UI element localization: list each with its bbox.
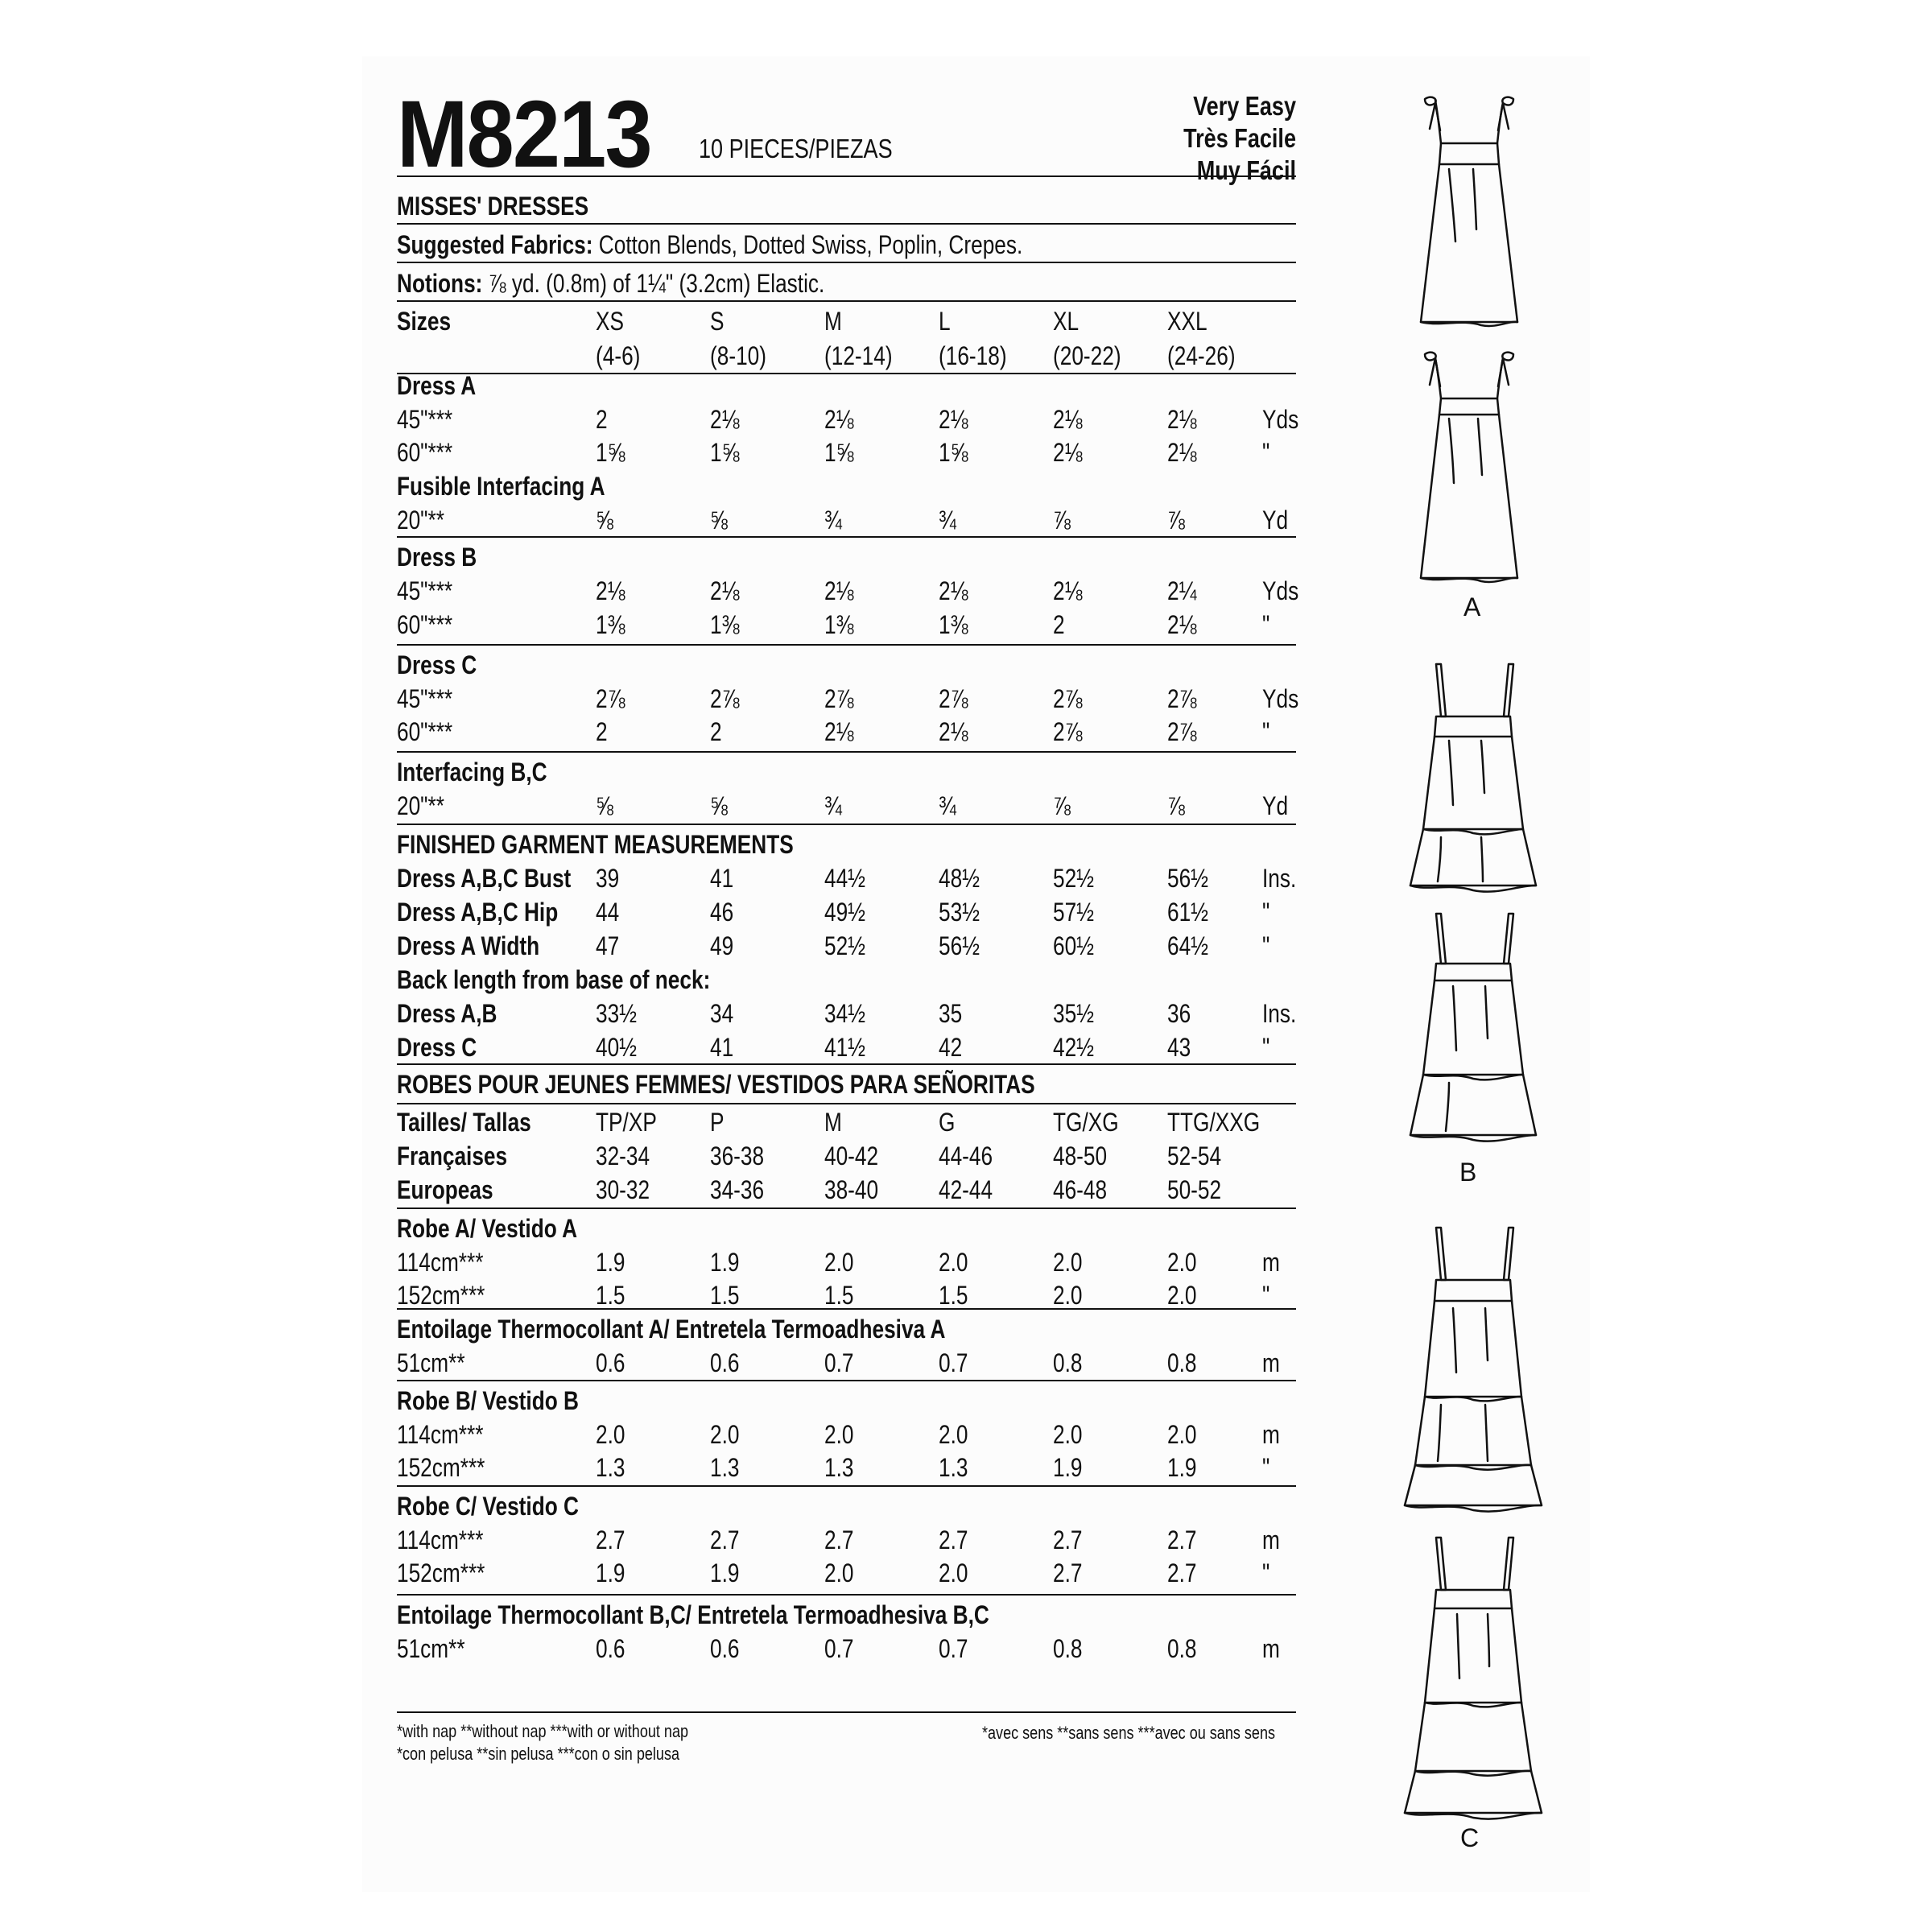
row-unit: m [1262, 1420, 1280, 1449]
cell-value: ¾ [824, 506, 842, 535]
cell-value: 2⅞ [710, 684, 740, 713]
cell-value: 1.3 [939, 1453, 968, 1482]
row-unit: Yd [1262, 506, 1289, 535]
cell-value: 2⅛ [1167, 610, 1197, 639]
row-unit: " [1262, 931, 1270, 960]
row-label: Tailles/ Tallas [397, 1108, 531, 1137]
cell-value: 0.8 [1167, 1634, 1197, 1663]
row-unit: " [1262, 1281, 1270, 1310]
row-label: Dress A,B,C Hip [397, 898, 559, 927]
cell-value: 0.6 [596, 1634, 625, 1663]
cell-value: 64½ [1167, 931, 1209, 960]
cell-value: 2.0 [1167, 1420, 1197, 1449]
row-label: 60"*** [397, 610, 453, 639]
cell-value: 2⅞ [824, 684, 854, 713]
row-label: 152cm*** [397, 1281, 485, 1310]
cell-value: 2⅛ [939, 576, 968, 605]
cell-value: 2.0 [1053, 1248, 1083, 1277]
cell-value: 1.3 [824, 1453, 854, 1482]
cell-value: 34-36 [710, 1175, 765, 1204]
footnote-es: *con pelusa **sin pelusa ***con o sin pelusa [397, 1744, 680, 1764]
row-label: 152cm*** [397, 1453, 485, 1482]
section-heading: Dress A [397, 371, 477, 400]
cell-value: 35½ [1053, 999, 1095, 1028]
row-unit: m [1262, 1248, 1280, 1277]
cell-value: 2⅞ [1167, 717, 1197, 746]
size-name: XL [1053, 307, 1080, 336]
cell-value: 1.9 [710, 1558, 740, 1587]
cell-value: TTG/XXG [1167, 1108, 1261, 1137]
cell-value: 0.8 [1053, 1634, 1083, 1663]
fabrics-label: Suggested Fabrics: [397, 230, 593, 259]
cell-value: 2⅞ [1053, 684, 1083, 713]
size-name: M [824, 307, 842, 336]
cell-value: 0.7 [824, 1634, 854, 1663]
cell-value: 42 [939, 1033, 963, 1062]
cell-value: 47 [596, 931, 620, 960]
row-unit: Ins. [1262, 999, 1297, 1028]
view-b-front-drawing [1410, 664, 1536, 892]
cell-value: 48½ [939, 864, 980, 893]
cell-value: ⅞ [1167, 506, 1185, 535]
cell-value: TP/XP [596, 1108, 657, 1137]
cell-value: 34 [710, 999, 734, 1028]
cell-value: 1.5 [710, 1281, 740, 1310]
cell-value: 1⅝ [939, 438, 968, 467]
cell-value: ⅝ [596, 791, 613, 820]
section-heading: FINISHED GARMENT MEASUREMENTS [397, 830, 794, 859]
footnote-fr: *avec sens **sans sens ***avec ou sans sens [982, 1723, 1276, 1743]
cell-value: ⅝ [710, 791, 728, 820]
difficulty-es: Muy Fácil [1196, 155, 1296, 185]
cell-value: 49 [710, 931, 734, 960]
row-label: Dress A Width [397, 931, 540, 960]
cell-value: ⅝ [710, 506, 728, 535]
cell-value: G [939, 1108, 956, 1137]
cell-value: 32-34 [596, 1141, 650, 1170]
cell-value: 1.5 [596, 1281, 625, 1310]
notions-label: Notions: [397, 269, 483, 298]
section-heading: Robe B/ Vestido B [397, 1386, 579, 1415]
cell-value: 52½ [824, 931, 866, 960]
cell-value: 33½ [596, 999, 638, 1028]
row-label: 20"** [397, 506, 444, 535]
cell-value: 2.0 [1167, 1248, 1197, 1277]
difficulty-fr: Très Facile [1183, 123, 1296, 153]
size-range: (4-6) [596, 341, 641, 370]
cell-value: 0.8 [1167, 1348, 1197, 1377]
cell-value: 48-50 [1053, 1141, 1108, 1170]
cell-value: 46 [710, 898, 734, 927]
row-label: 45"*** [397, 576, 453, 605]
cell-value: 1.5 [824, 1281, 854, 1310]
cell-value: 57½ [1053, 898, 1095, 927]
cell-value: 35 [939, 999, 963, 1028]
cell-value: ¾ [939, 791, 956, 820]
cell-value: 2.7 [1167, 1525, 1197, 1554]
cell-value: 2⅛ [1053, 438, 1083, 467]
size-range: (20-22) [1053, 341, 1121, 370]
row-label: 51cm** [397, 1348, 465, 1377]
cell-value: 60½ [1053, 931, 1095, 960]
section-heading: Interfacing B,C [397, 758, 547, 786]
cell-value: 2⅛ [596, 576, 625, 605]
cell-value: 2.0 [596, 1420, 625, 1449]
cell-value: 2 [596, 717, 608, 746]
cell-value: 2⅛ [939, 717, 968, 746]
row-unit: " [1262, 438, 1270, 467]
row-label: Dress C [397, 1033, 477, 1062]
cell-value: ⅞ [1167, 791, 1185, 820]
size-range: (8-10) [710, 341, 766, 370]
cell-value: 39 [596, 864, 620, 893]
row-unit: " [1262, 1558, 1270, 1587]
cell-value: 1.9 [1053, 1453, 1083, 1482]
view-a-front-drawing [1421, 97, 1517, 326]
sizes-label: Sizes [397, 307, 452, 336]
cell-value: 2.7 [596, 1525, 625, 1554]
cell-value: 1⅝ [596, 438, 625, 467]
view-c-back-drawing [1405, 1538, 1542, 1819]
cell-value: 2 [1053, 610, 1065, 639]
fabrics-value: Cotton Blends, Dotted Swiss, Poplin, Crepes. [598, 230, 1023, 259]
cell-value: 2.0 [939, 1558, 968, 1587]
cell-value: 30-32 [596, 1175, 650, 1204]
cell-value: 40½ [596, 1033, 638, 1062]
size-name: XS [596, 307, 625, 336]
cell-value: 1.9 [596, 1248, 625, 1277]
row-label: 45"*** [397, 684, 453, 713]
section-heading: ROBES POUR JEUNES FEMMES/ VESTIDOS PARA SEÑORITAS [397, 1070, 1035, 1099]
cell-value: TG/XG [1053, 1108, 1119, 1137]
cell-value: 2⅞ [939, 684, 968, 713]
size-range: (12-14) [824, 341, 893, 370]
cell-value: 2⅛ [939, 405, 968, 434]
cell-value: 2.0 [1167, 1281, 1197, 1310]
cell-value: 49½ [824, 898, 866, 927]
cell-value: 2⅛ [824, 405, 854, 434]
view-b-back-drawing [1410, 914, 1536, 1141]
cell-value: 1⅜ [939, 610, 968, 639]
cell-value: 1⅝ [710, 438, 740, 467]
cell-value: 2⅛ [1053, 405, 1083, 434]
cell-value: 1.3 [596, 1453, 625, 1482]
cell-value: 61½ [1167, 898, 1209, 927]
section-heading: Robe A/ Vestido A [397, 1214, 578, 1243]
footnote-en: *with nap **without nap ***with or without nap [397, 1721, 689, 1741]
view-label-b: B [1459, 1158, 1477, 1187]
row-unit: Yd [1262, 791, 1289, 820]
cell-value: 1.5 [939, 1281, 968, 1310]
section-heading: Entoilage Thermocollant B,C/ Entretela Termoadhesiva B,C [397, 1600, 989, 1629]
cell-value: 2.0 [939, 1420, 968, 1449]
cell-value: 0.8 [1053, 1348, 1083, 1377]
view-label-c: C [1460, 1823, 1480, 1852]
row-label: 114cm*** [397, 1420, 484, 1449]
row-label: 51cm** [397, 1634, 465, 1663]
cell-value: M [824, 1108, 842, 1137]
cell-value: 44-46 [939, 1141, 993, 1170]
view-a-back-drawing [1421, 353, 1517, 582]
section-heading: Robe C/ Vestido C [397, 1492, 579, 1521]
size-range: (24-26) [1167, 341, 1236, 370]
cell-value: 2.0 [710, 1420, 740, 1449]
cell-value: 2 [710, 717, 722, 746]
cell-value: 2.7 [939, 1525, 968, 1554]
cell-value: 1⅝ [824, 438, 854, 467]
row-unit: " [1262, 1033, 1270, 1062]
cell-value: 1⅜ [824, 610, 854, 639]
row-unit: " [1262, 610, 1270, 639]
cell-value: 42-44 [939, 1175, 993, 1204]
cell-value: 2⅛ [1053, 576, 1083, 605]
cell-value: 41½ [824, 1033, 866, 1062]
row-unit: Yds [1262, 405, 1299, 434]
cell-value: 50-52 [1167, 1175, 1222, 1204]
cell-value: 2 [596, 405, 608, 434]
notions-value: ⅞ yd. (0.8m) of 1¼" (3.2cm) Elastic. [488, 269, 825, 298]
cell-value: 1.9 [596, 1558, 625, 1587]
section-heading: Entoilage Thermocollant A/ Entretela Termoadhesiva A [397, 1315, 946, 1344]
size-name: S [710, 307, 724, 336]
view-label-a: A [1463, 592, 1481, 621]
cell-value: 2.7 [710, 1525, 740, 1554]
cell-value: 2⅛ [710, 576, 740, 605]
cell-value: 2⅛ [824, 576, 854, 605]
cell-value: 36 [1167, 999, 1191, 1028]
cell-value: 2.7 [1053, 1558, 1083, 1587]
cell-value: 44½ [824, 864, 866, 893]
cell-value: 56½ [1167, 864, 1209, 893]
cell-value: 0.7 [939, 1348, 968, 1377]
view-c-front-drawing [1405, 1228, 1542, 1512]
cell-value: 2⅛ [710, 405, 740, 434]
cell-value: 56½ [939, 931, 980, 960]
cell-value: 2.7 [1167, 1558, 1197, 1587]
cell-value: 42½ [1053, 1033, 1095, 1062]
cell-value: 2⅛ [1167, 438, 1197, 467]
cell-value: 2⅞ [1167, 684, 1197, 713]
cell-value: 43 [1167, 1033, 1191, 1062]
cell-value: 2.0 [824, 1420, 854, 1449]
cell-value: 2.0 [824, 1248, 854, 1277]
cell-value: 1.9 [710, 1248, 740, 1277]
row-label: 60"*** [397, 438, 453, 467]
cell-value: 0.7 [824, 1348, 854, 1377]
row-unit: " [1262, 898, 1270, 927]
cell-value: 1.9 [1167, 1453, 1197, 1482]
cell-value: 40-42 [824, 1141, 879, 1170]
row-unit: m [1262, 1525, 1280, 1554]
cell-value: 52-54 [1167, 1141, 1222, 1170]
row-unit: Ins. [1262, 864, 1297, 893]
cell-value: 2⅞ [1053, 717, 1083, 746]
row-label: 114cm*** [397, 1525, 484, 1554]
cell-value: 2.0 [1053, 1281, 1083, 1310]
cell-value: 0.6 [596, 1348, 625, 1377]
cell-value: 2⅛ [1167, 405, 1197, 434]
cell-value: 2.7 [824, 1525, 854, 1554]
row-unit: " [1262, 1453, 1270, 1482]
section-heading: Dress B [397, 543, 477, 572]
size-name: L [939, 307, 951, 336]
row-unit: m [1262, 1634, 1280, 1663]
row-label: 60"*** [397, 717, 453, 746]
cell-value: 1⅜ [710, 610, 740, 639]
cell-value: 2⅛ [824, 717, 854, 746]
cell-value: 41 [710, 1033, 734, 1062]
cell-value: 0.6 [710, 1634, 740, 1663]
cell-value: 34½ [824, 999, 866, 1028]
row-label: Europeas [397, 1175, 493, 1204]
cell-value: P [710, 1108, 724, 1137]
row-label: 114cm*** [397, 1248, 484, 1277]
row-unit: m [1262, 1348, 1280, 1377]
cell-value: ⅞ [1053, 791, 1071, 820]
cell-value: 2.0 [939, 1248, 968, 1277]
row-label: Françaises [397, 1141, 508, 1170]
cell-value: 0.6 [710, 1348, 740, 1377]
row-unit: " [1262, 717, 1270, 746]
row-unit: Yds [1262, 684, 1299, 713]
cell-value: 36-38 [710, 1141, 765, 1170]
row-label: Dress A,B [397, 999, 497, 1028]
cell-value: ¾ [824, 791, 842, 820]
garment-title: MISSES' DRESSES [397, 192, 589, 221]
row-label: 152cm*** [397, 1558, 485, 1587]
cell-value: 41 [710, 864, 734, 893]
cell-value: 2.7 [1053, 1525, 1083, 1554]
section-heading: Fusible Interfacing A [397, 472, 605, 501]
row-label: 20"** [397, 791, 444, 820]
row-unit: Yds [1262, 576, 1299, 605]
cell-value: 46-48 [1053, 1175, 1108, 1204]
difficulty-en: Very Easy [1193, 91, 1296, 121]
cell-value: 2¼ [1167, 576, 1197, 605]
cell-value: 52½ [1053, 864, 1095, 893]
cell-value: 2⅞ [596, 684, 625, 713]
section-heading: Back length from base of neck: [397, 965, 711, 994]
cell-value: 44 [596, 898, 620, 927]
cell-value: 38-40 [824, 1175, 879, 1204]
cell-value: 2.0 [824, 1558, 854, 1587]
piece-count: 10 PIECES/PIEZAS [699, 134, 893, 163]
row-label: Dress A,B,C Bust [397, 864, 572, 893]
cell-value: 2.0 [1053, 1420, 1083, 1449]
cell-value: 0.7 [939, 1634, 968, 1663]
size-range: (16-18) [939, 341, 1007, 370]
cell-value: ¾ [939, 506, 956, 535]
size-name: XXL [1167, 307, 1208, 336]
cell-value: ⅞ [1053, 506, 1071, 535]
section-heading: Dress C [397, 650, 477, 679]
cell-value: 53½ [939, 898, 980, 927]
cell-value: 1⅜ [596, 610, 625, 639]
row-label: 45"*** [397, 405, 453, 434]
pattern-number: M8213 [397, 81, 651, 188]
cell-value: ⅝ [596, 506, 613, 535]
cell-value: 1.3 [710, 1453, 740, 1482]
